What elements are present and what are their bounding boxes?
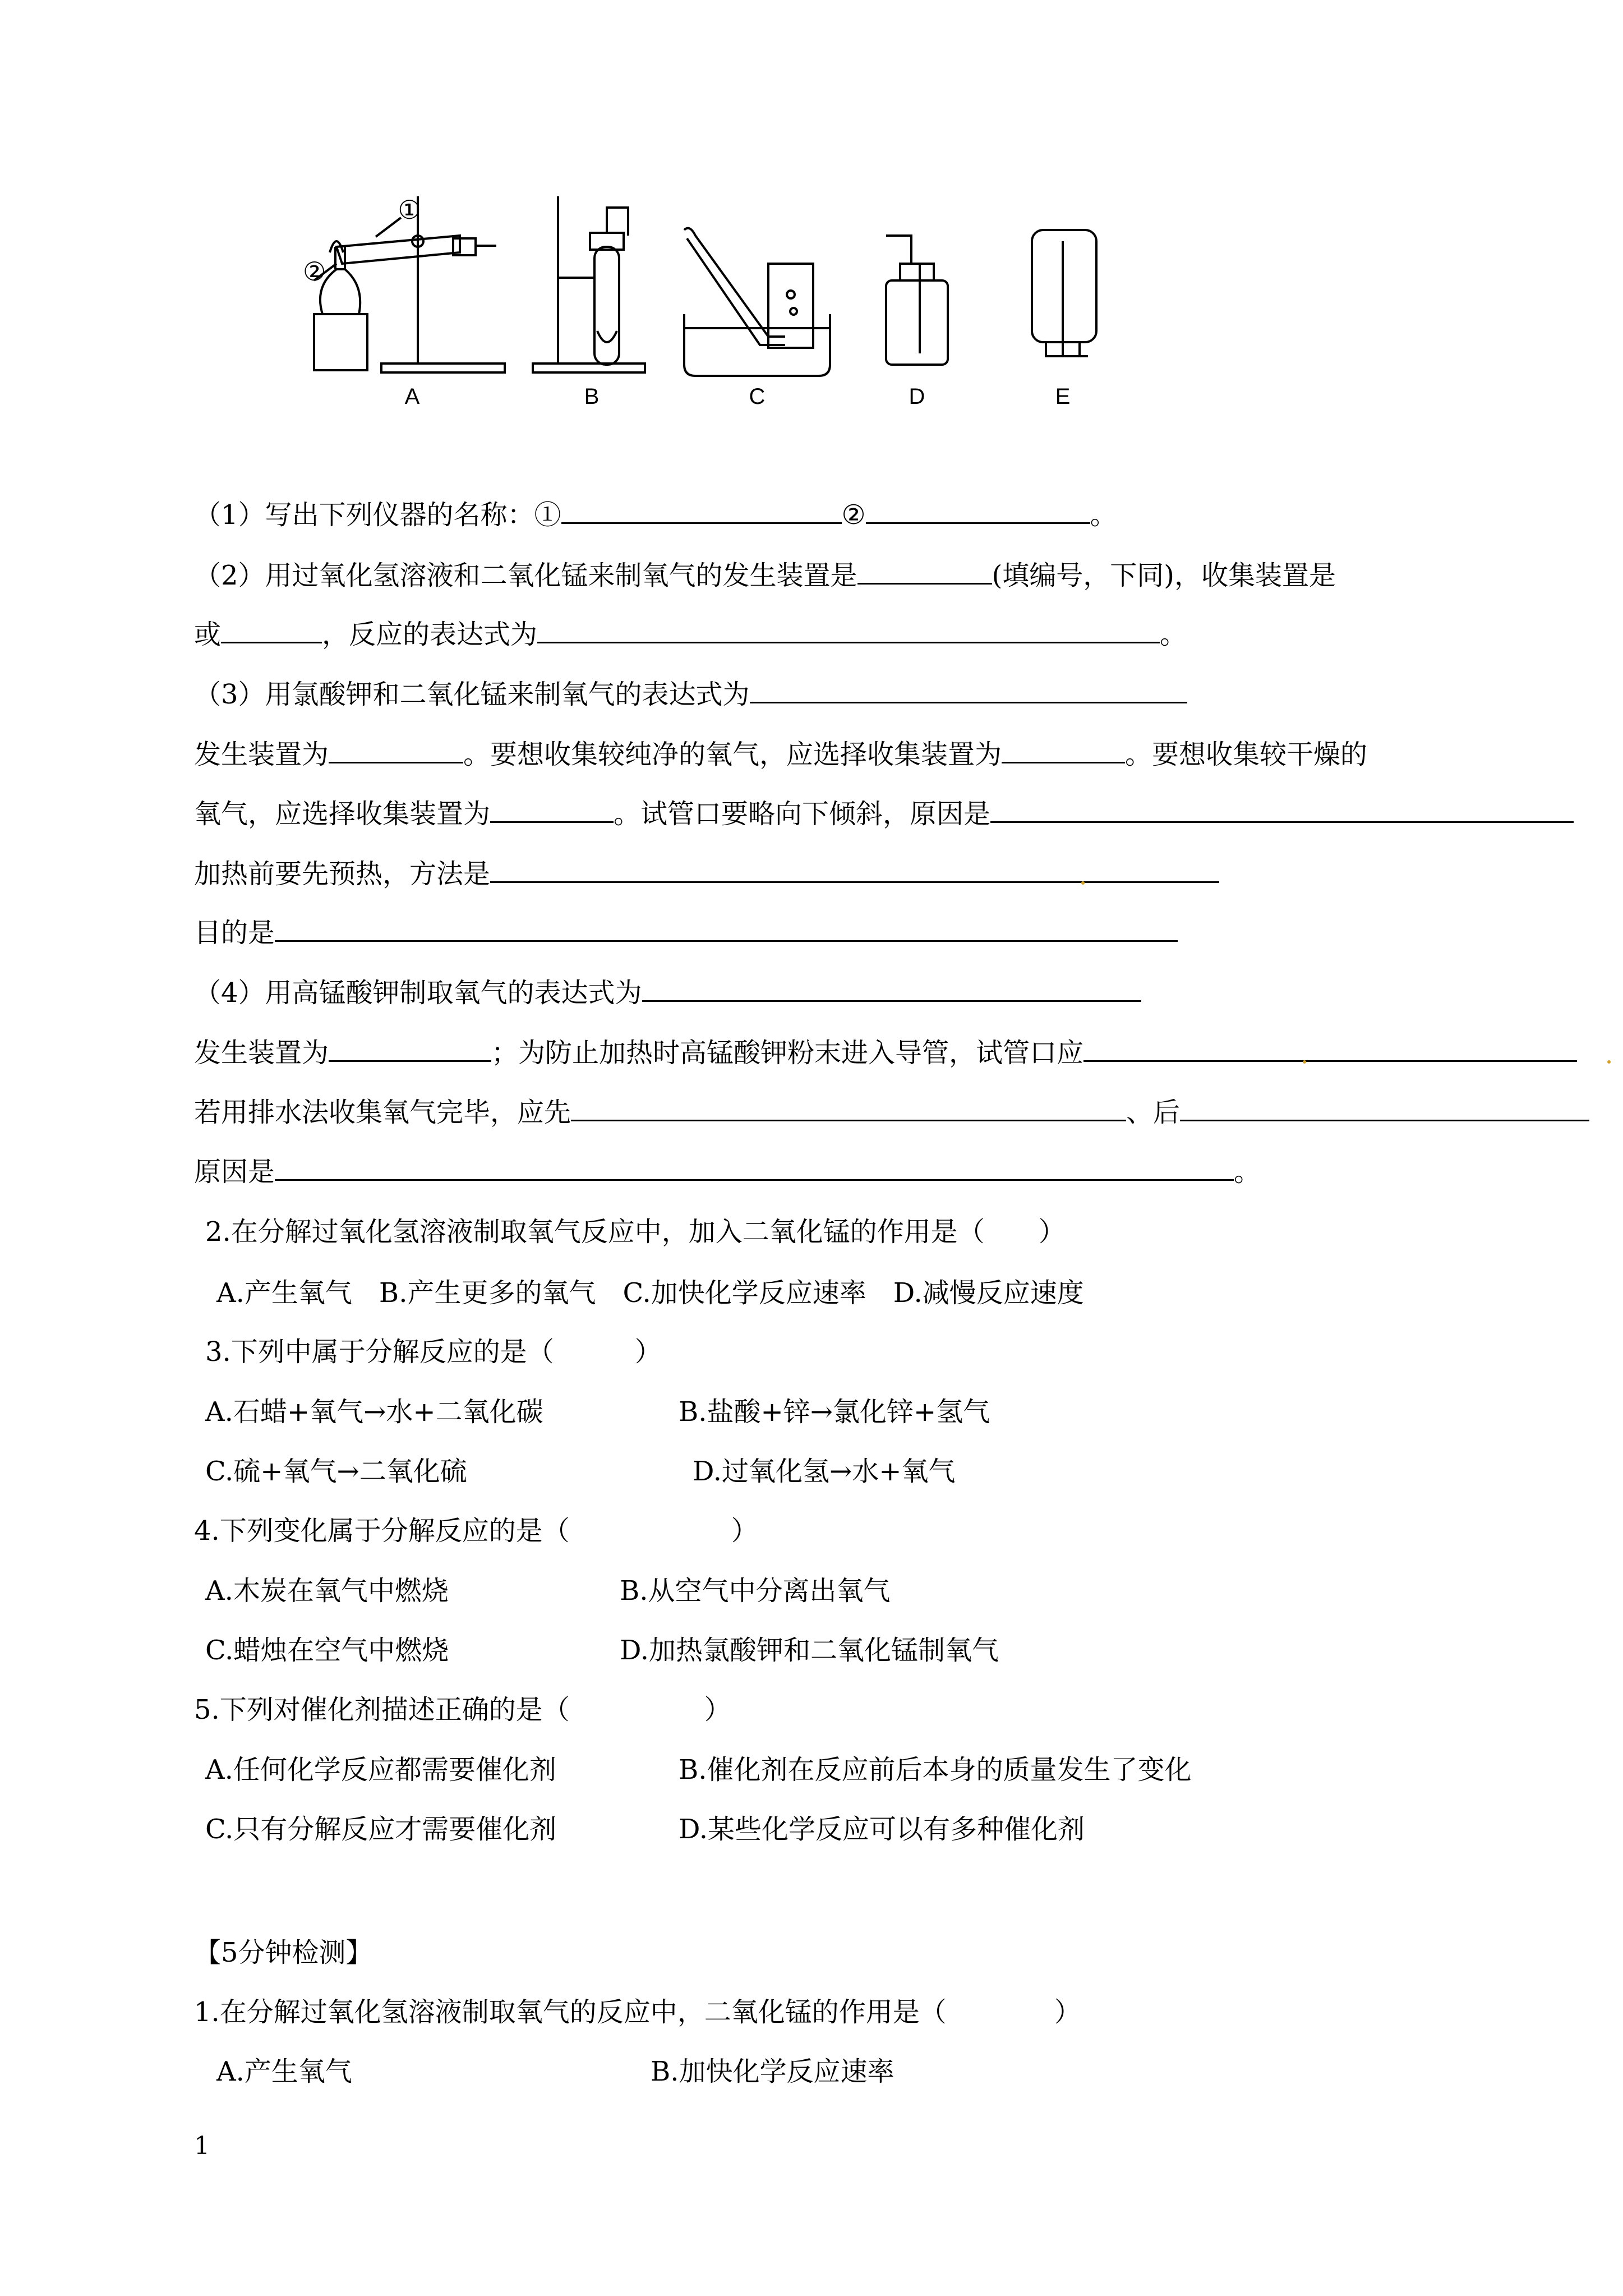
page-number: 1 [194, 2132, 210, 2160]
blank-equation-kmno4[interactable] [642, 974, 1141, 1002]
print-dot [1303, 1060, 1306, 1064]
blank-collector-dry[interactable] [490, 795, 614, 823]
apparatus-label-c: C [749, 384, 766, 409]
q1-part3b: 发生装置为 。要想收集较纯净的氧气，应选择收集装置为 。要想收集较干燥的 [194, 736, 1367, 773]
q1-part4d: 原因是 。 [194, 1153, 1261, 1190]
q3-stem: 3.下列中属于分解反应的是（ ） [205, 1336, 662, 1368]
blank-generator-kclo3[interactable] [329, 736, 463, 763]
q2-options: A.产生氧气 B.产生更多的氧气 C.加快化学反应速率 D.减慢反应速度 [216, 1277, 1084, 1309]
blank-generator-kmno4[interactable] [329, 1034, 491, 1062]
blank-instrument-2[interactable] [866, 496, 1090, 524]
marker-2: ② [303, 257, 326, 286]
q1-part4: （4）用高锰酸钾制取氧气的表达式为 [194, 974, 1141, 1011]
q1-part3c: 氧气，应选择收集装置为 。试管口要略向下倾斜，原因是 [194, 795, 1574, 832]
q1-part3d: 加热前要先预热，方法是 [194, 855, 1219, 892]
check-q1-option-a: A.产生氧气 [216, 2056, 352, 2087]
q1-part2b: 或 ，反应的表达式为 。 [194, 616, 1187, 653]
blank-equation-kclo3[interactable] [750, 676, 1187, 703]
q3-option-b: B.盐酸+锌→氯化锌+氢气 [679, 1396, 990, 1428]
blank-tube-mouth[interactable] [1083, 1034, 1577, 1062]
section-heading-5min-check: 【5分钟检测】 [194, 1937, 373, 1968]
q5-option-c: C.只有分解反应才需要催化剂 [205, 1814, 557, 1845]
blank-generator-h2o2[interactable] [857, 557, 992, 585]
q3-option-a: A.石蜡+氧气→水+二氧化碳 [205, 1396, 543, 1428]
blank-preheat-method[interactable] [490, 855, 1219, 883]
q4-option-a: A.木炭在氧气中燃烧 [205, 1575, 449, 1607]
apparatus-diagram [303, 185, 1122, 426]
q1-part4b: 发生装置为 ；为防止加热时高锰酸钾粉末进入导管，试管口应 [194, 1034, 1577, 1071]
q5-option-a: A.任何化学反应都需要催化剂 [205, 1754, 556, 1786]
q1-part3e: 目的是 [194, 914, 1178, 951]
check-q1-stem: 1.在分解过氧化氢溶液制取氧气的反应中，二氧化锰的作用是（ ） [194, 1996, 1081, 2028]
blank-first-step[interactable] [571, 1094, 1126, 1121]
blank-tilt-reason[interactable] [990, 795, 1574, 823]
apparatus-label-b: B [584, 384, 600, 409]
q1-part2: （2）用过氧化氢溶液和二氧化锰来制氧气的发生装置是 (填编号，下同)，收集装置是 [194, 557, 1336, 594]
q3-option-c: C.硫+氧气→二氧化硫 [205, 1456, 467, 1487]
q4-option-b: B.从空气中分离出氧气 [620, 1575, 891, 1607]
q1-part4c: 若用排水法收集氧气完毕，应先 、后 [194, 1094, 1589, 1131]
print-dot [1607, 1060, 1611, 1064]
q2-stem: 2.在分解过氧化氢溶液制取氧气反应中，加入二氧化锰的作用是（ ） [205, 1216, 1066, 1248]
q1-part3: （3）用氯酸钾和二氧化锰来制氧气的表达式为 [194, 676, 1187, 713]
q4-option-d: D.加热氯酸钾和二氧化锰制氧气 [620, 1635, 999, 1666]
q5-option-b: B.催化剂在反应前后本身的质量发生了变化 [679, 1754, 1192, 1786]
q4-option-c: C.蜡烛在空气中燃烧 [205, 1635, 449, 1666]
marker-1: ① [398, 195, 421, 224]
blank-preheat-purpose[interactable] [275, 914, 1178, 942]
apparatus-label-a: A [404, 384, 420, 409]
q5-stem: 5.下列对催化剂描述正确的是（ ） [194, 1694, 731, 1726]
apparatus-label-e: E [1055, 384, 1071, 409]
blank-second-step[interactable] [1180, 1094, 1589, 1121]
blank-collector-alt[interactable] [221, 616, 322, 643]
q1-part1: （1）写出下列仪器的名称：① ② 。 [194, 496, 1117, 533]
blank-collector-pure[interactable] [1002, 736, 1125, 763]
blank-equation-h2o2[interactable] [537, 616, 1160, 643]
blank-instrument-1[interactable] [561, 496, 842, 524]
q3-option-d: D.过氧化氢→水+氧气 [693, 1456, 956, 1487]
apparatus-label-d: D [909, 384, 925, 409]
lamp-base [314, 314, 367, 370]
check-q1-option-b: B.加快化学反应速率 [651, 2056, 895, 2087]
q5-option-d: D.某些化学反应可以有多种催化剂 [679, 1814, 1085, 1845]
print-dot [1081, 881, 1085, 885]
q4-stem: 4.下列变化属于分解反应的是（ ） [194, 1515, 758, 1547]
blank-order-reason[interactable] [275, 1153, 1234, 1181]
